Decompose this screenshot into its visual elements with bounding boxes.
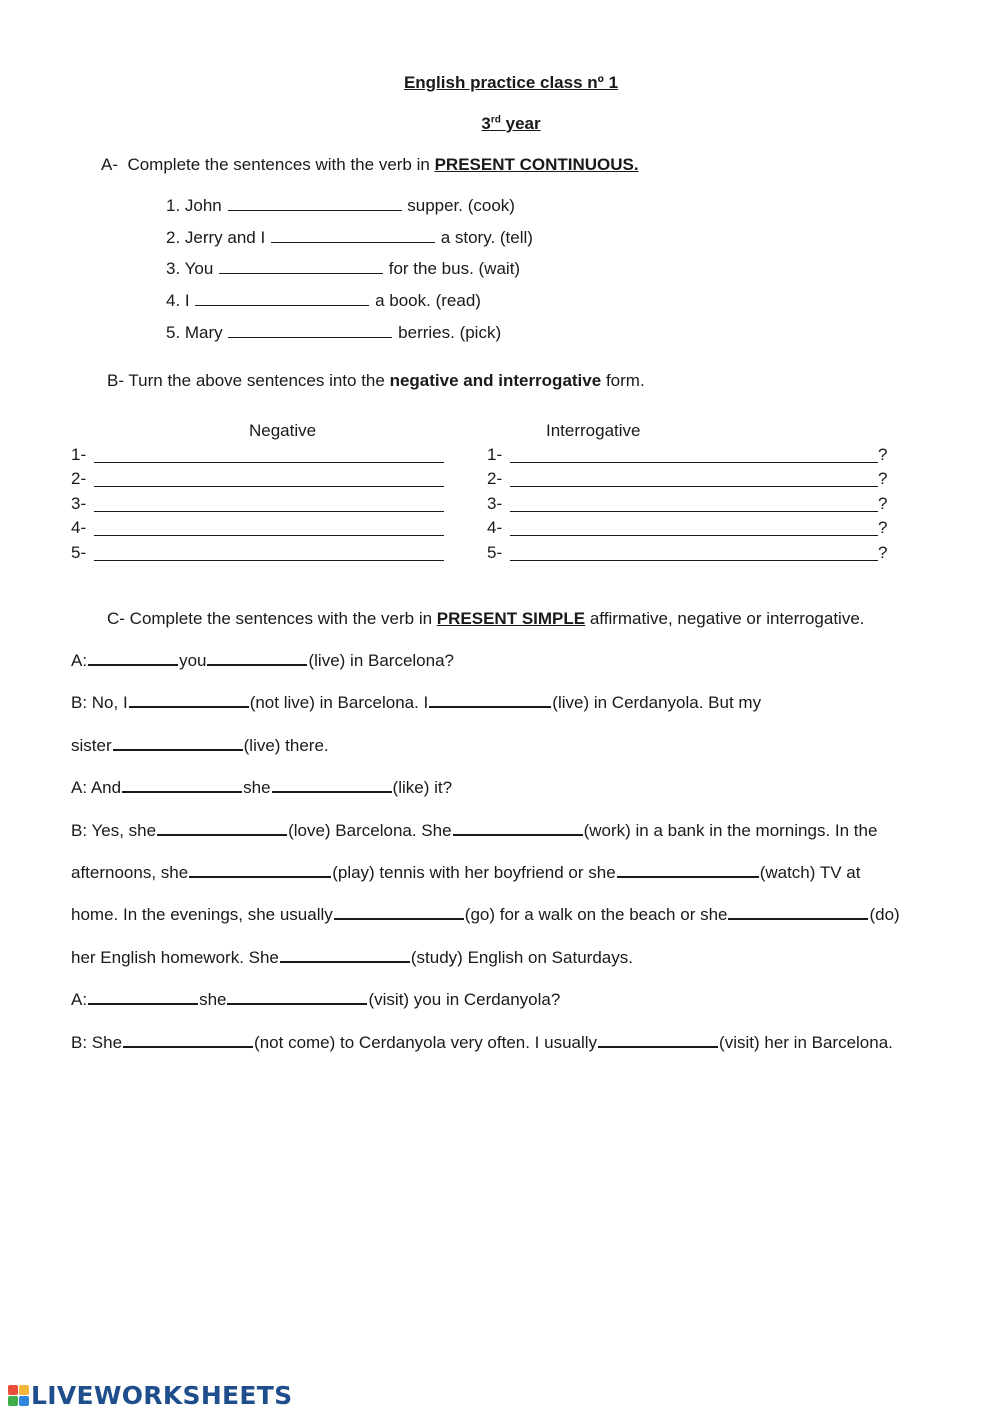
answer-blank[interactable] [280, 947, 410, 963]
section-b-instruction: B- Turn the above sentences into the negative and interrogative form. [107, 371, 645, 390]
negative-answer-line[interactable] [94, 511, 444, 512]
negative-answer-line[interactable] [94, 560, 444, 561]
answer-blank[interactable] [122, 777, 242, 793]
answer-blank[interactable] [157, 820, 287, 836]
dialogue-line: afternoons, she (play) tennis with her boyfriend or she (watch) TV at [71, 863, 861, 882]
logo-square [19, 1385, 29, 1395]
interrogative-answer-line[interactable] [510, 486, 878, 487]
interrogative-answer-line[interactable] [510, 535, 878, 536]
question-mark: ? [878, 543, 888, 562]
exercise-a-5: 5. Mary berries. (pick) [166, 323, 502, 342]
answer-blank[interactable] [334, 904, 464, 920]
answer-blank[interactable] [453, 820, 583, 836]
dialogue-line: home. In the evenings, she usually (go) for a walk on the beach or she (do) [71, 905, 900, 924]
answer-blank[interactable] [88, 650, 178, 666]
answer-blank[interactable] [207, 650, 307, 666]
dialogue-line: B: Yes, she (love) Barcelona. She (work) in a bank in the mornings. In the [71, 821, 878, 840]
interrogative-answer-line[interactable] [510, 560, 878, 561]
interrogative-answer-line[interactable] [510, 462, 878, 463]
answer-blank[interactable] [598, 1032, 718, 1048]
answer-blank[interactable] [429, 692, 551, 708]
dialogue-line: A: you (live) in Barcelona? [71, 651, 454, 670]
logo-square [8, 1396, 18, 1406]
dialogue-line: her English homework. She (study) English on Saturdays. [71, 948, 633, 967]
logo-text: LIVEWORKSHEETS [31, 1381, 293, 1410]
dialogue-line: sister (live) there. [71, 736, 329, 755]
answer-blank[interactable] [617, 862, 759, 878]
question-mark: ? [878, 494, 888, 513]
negative-row-number: 3- [71, 494, 87, 513]
logo-square [8, 1385, 18, 1395]
negative-row-number: 4- [71, 518, 87, 537]
liveworksheets-logo-icon [8, 1385, 29, 1406]
negative-answer-line[interactable] [94, 535, 444, 536]
exercise-a-2: 2. Jerry and I a story. (tell) [166, 228, 533, 247]
year-heading: 3rd year [481, 114, 541, 133]
answer-blank[interactable] [189, 862, 331, 878]
interrogative-row-number: 2- [487, 469, 503, 488]
interrogative-header: Interrogative [546, 421, 641, 440]
answer-blank[interactable] [272, 777, 392, 793]
interrogative-row-number: 5- [487, 543, 503, 562]
answer-blank[interactable] [728, 904, 868, 920]
dialogue-line: B: No, I (not live) in Barcelona. I (live) in Cerdanyola. But my [71, 693, 762, 712]
negative-row-number: 2- [71, 469, 87, 488]
negative-answer-line[interactable] [94, 486, 444, 487]
liveworksheets-logo[interactable] [8, 1381, 292, 1410]
interrogative-row-number: 3- [487, 494, 503, 513]
answer-blank[interactable] [228, 323, 392, 338]
dialogue-line: A: she (visit) you in Cerdanyola? [71, 990, 561, 1009]
interrogative-row-number: 4- [487, 518, 503, 537]
answer-blank[interactable] [227, 989, 367, 1005]
negative-answer-line[interactable] [94, 462, 444, 463]
negative-row-number: 1- [71, 445, 87, 464]
exercise-a-3: 3. You for the bus. (wait) [166, 259, 521, 278]
answer-blank[interactable] [88, 989, 198, 1005]
page-title: English practice class nº 1 [403, 73, 619, 92]
question-mark: ? [878, 469, 888, 488]
question-mark: ? [878, 445, 888, 464]
question-mark: ? [878, 518, 888, 537]
answer-blank[interactable] [129, 692, 249, 708]
section-a-instruction: A- Complete the sentences with the verb in PRESENT CONTINUOUS. [101, 155, 639, 174]
answer-blank[interactable] [123, 1032, 253, 1048]
exercise-a-4: 4. I a book. (read) [166, 291, 481, 310]
logo-square [19, 1396, 29, 1406]
answer-blank[interactable] [271, 228, 435, 243]
interrogative-row-number: 1- [487, 445, 503, 464]
dialogue-line: A: And she (like) it? [71, 778, 453, 797]
negative-row-number: 5- [71, 543, 87, 562]
section-c-instruction: C- Complete the sentences with the verb in PRESENT SIMPLE affirmative, negative or interrogative. [107, 609, 865, 628]
exercise-a-1: 1. John supper. (cook) [166, 196, 515, 215]
dialogue-line: B: She (not come) to Cerdanyola very often. I usually (visit) her in Barcelona. [71, 1033, 893, 1052]
answer-blank[interactable] [113, 735, 243, 751]
negative-header: Negative [249, 421, 317, 440]
answer-blank[interactable] [219, 259, 383, 274]
answer-blank[interactable] [195, 291, 369, 306]
interrogative-answer-line[interactable] [510, 511, 878, 512]
answer-blank[interactable] [228, 196, 402, 211]
